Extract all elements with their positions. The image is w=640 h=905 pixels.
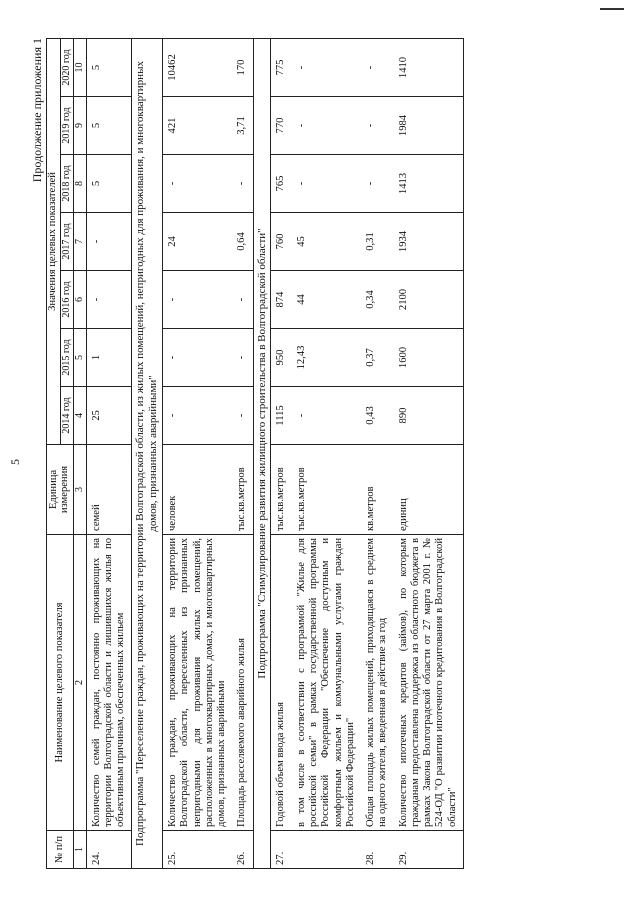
column-number: 5 xyxy=(73,329,86,387)
table-row xyxy=(292,38,361,868)
value-cell: 770 xyxy=(271,97,292,155)
value-cell: 1115 xyxy=(271,387,292,445)
value-cell: 25 xyxy=(86,387,132,445)
col-header-values: Значения целевых показателей xyxy=(47,38,61,444)
column-number: 3 xyxy=(73,445,86,535)
value-cell: - xyxy=(232,387,253,445)
indicator-unit: тыс.кв.метров xyxy=(271,445,292,535)
value-cell: 0,64 xyxy=(232,213,253,271)
year-header: 2014 год xyxy=(60,387,73,445)
value-cell: 10462 xyxy=(162,38,232,96)
table-body xyxy=(86,38,463,868)
value-cell: 24 xyxy=(162,213,232,271)
indicator-name: Общая площадь жилых помещений, приходящаяся в среднем на одного жителя, введенная в действие за год xyxy=(361,535,394,831)
continuation-label: Продолжение приложения 1 xyxy=(30,38,44,183)
value-cell: - xyxy=(86,213,132,271)
column-number: 9 xyxy=(73,97,86,155)
value-cell: - xyxy=(361,155,394,213)
value-cell: 1410 xyxy=(394,38,464,96)
indicator-name: Количество семей граждан, постоянно проживающих на территории Волгоградской области и лишившихся жилья по объективным причинам, обеспеченных жильем xyxy=(86,535,132,831)
value-cell: 765 xyxy=(271,155,292,213)
value-cell: 874 xyxy=(271,271,292,329)
value-cell: 5 xyxy=(86,38,132,96)
value-cell: - xyxy=(162,387,232,445)
indicator-unit: семей xyxy=(86,445,132,535)
value-cell: - xyxy=(292,38,361,96)
column-number: 10 xyxy=(73,38,86,96)
row-number xyxy=(292,831,361,869)
value-cell: - xyxy=(232,271,253,329)
indicator-name: Количество ипотечных кредитов (займов), по которым гражданам предоставлена поддержка из областного бюджета в рамках Закона Волгоградской области от 27 марта 2001 г. № 524-ОД "О развитии ипотечного кредитования в Волгоградской области" xyxy=(394,535,464,831)
value-cell: - xyxy=(292,387,361,445)
value-cell: - xyxy=(162,271,232,329)
indicator-unit: человек xyxy=(162,445,232,535)
value-cell: 45 xyxy=(292,213,361,271)
value-cell: 0,31 xyxy=(361,213,394,271)
value-cell: 44 xyxy=(292,271,361,329)
indicator-name: в том числе в соответствии с программой "Жилье для российской семьи" в рамках государственной программы Российской Федерации "Обеспечение доступным и комфортным жильем и коммунальными услугами граждан Российской Федерации" xyxy=(292,535,361,831)
value-cell: 5 xyxy=(86,97,132,155)
table-row xyxy=(232,38,253,868)
col-header-unit: Единица измерения xyxy=(47,445,74,535)
year-header: 2015 год xyxy=(60,329,73,387)
column-number: 8 xyxy=(73,155,86,213)
value-cell: - xyxy=(361,38,394,96)
value-cell: - xyxy=(361,97,394,155)
row-number: 29. xyxy=(394,831,464,869)
subprogram-row xyxy=(132,38,163,868)
row-number: 24. xyxy=(86,831,132,869)
column-number: 1 xyxy=(73,831,86,869)
value-cell: 1934 xyxy=(394,213,464,271)
value-cell: - xyxy=(292,155,361,213)
value-cell: 2100 xyxy=(394,271,464,329)
value-cell: 421 xyxy=(162,97,232,155)
value-cell: 760 xyxy=(271,213,292,271)
column-number: 6 xyxy=(73,271,86,329)
value-cell: 0,43 xyxy=(361,387,394,445)
year-header: 2017 год xyxy=(60,213,73,271)
row-number: 26. xyxy=(232,831,253,869)
indicator-unit: кв.метров xyxy=(361,445,394,535)
year-header: 2018 год xyxy=(60,155,73,213)
column-number: 2 xyxy=(73,535,86,831)
indicators-table xyxy=(46,38,464,869)
value-cell: 1 xyxy=(86,329,132,387)
col-header-name: Наименование целевого показателя xyxy=(47,535,74,831)
row-number: 25. xyxy=(162,831,232,869)
value-cell: 5 xyxy=(86,155,132,213)
subprogram-title: Подпрограмма "Переселение граждан, проживающих на территории Волгоградской области, из жилых помещений, непригодных для проживания, и многоквартирных домов, признанных аварийными" xyxy=(132,38,163,868)
table-head xyxy=(47,38,87,868)
indicator-unit: единиц xyxy=(394,445,464,535)
column-number: 4 xyxy=(73,387,86,445)
indicator-name: Количество граждан, проживающих на территории Волгоградской области, переселенных из признанных непригодными для проживания жилых помещений, расположенных в многоквартирных домах, и многоквартирных домов, признанных аварийными xyxy=(162,535,232,831)
value-cell: - xyxy=(232,329,253,387)
indicator-name: Годовой объем ввода жилья xyxy=(271,535,292,831)
row-number: 28. xyxy=(361,831,394,869)
value-cell: - xyxy=(232,155,253,213)
value-cell: 1600 xyxy=(394,329,464,387)
value-cell: 1413 xyxy=(394,155,464,213)
value-cell: 1984 xyxy=(394,97,464,155)
value-cell: - xyxy=(162,155,232,213)
indicator-name: Площадь расселяемого аварийного жилья xyxy=(232,535,253,831)
row-number: 27. xyxy=(271,831,292,869)
value-cell: 3,71 xyxy=(232,97,253,155)
table-row xyxy=(361,38,394,868)
value-cell: 0,34 xyxy=(361,271,394,329)
table-row xyxy=(162,38,232,868)
col-header-no: № п/п xyxy=(47,831,74,869)
table-row xyxy=(271,38,292,868)
value-cell: 0,37 xyxy=(361,329,394,387)
table-row xyxy=(394,38,464,868)
indicator-unit: тыс.кв.метров xyxy=(232,445,253,535)
value-cell: 12,43 xyxy=(292,329,361,387)
year-header: 2020 год xyxy=(60,38,73,96)
value-cell: - xyxy=(86,271,132,329)
table-row xyxy=(86,38,132,868)
year-header: 2019 год xyxy=(60,97,73,155)
column-number: 7 xyxy=(73,213,86,271)
value-cell: 950 xyxy=(271,329,292,387)
year-header: 2016 год xyxy=(60,271,73,329)
value-cell: 775 xyxy=(271,38,292,96)
value-cell: 170 xyxy=(232,38,253,96)
value-cell: - xyxy=(292,97,361,155)
value-cell: 890 xyxy=(394,387,464,445)
value-cell: - xyxy=(162,329,232,387)
indicator-unit: тыс.кв.метров xyxy=(292,445,361,535)
subprogram-title: Подпрограмма "Стимулирование развития жилищного строительства в Волгоградской области" xyxy=(253,38,271,868)
subprogram-row xyxy=(253,38,271,868)
page-number: 5 xyxy=(8,459,22,465)
